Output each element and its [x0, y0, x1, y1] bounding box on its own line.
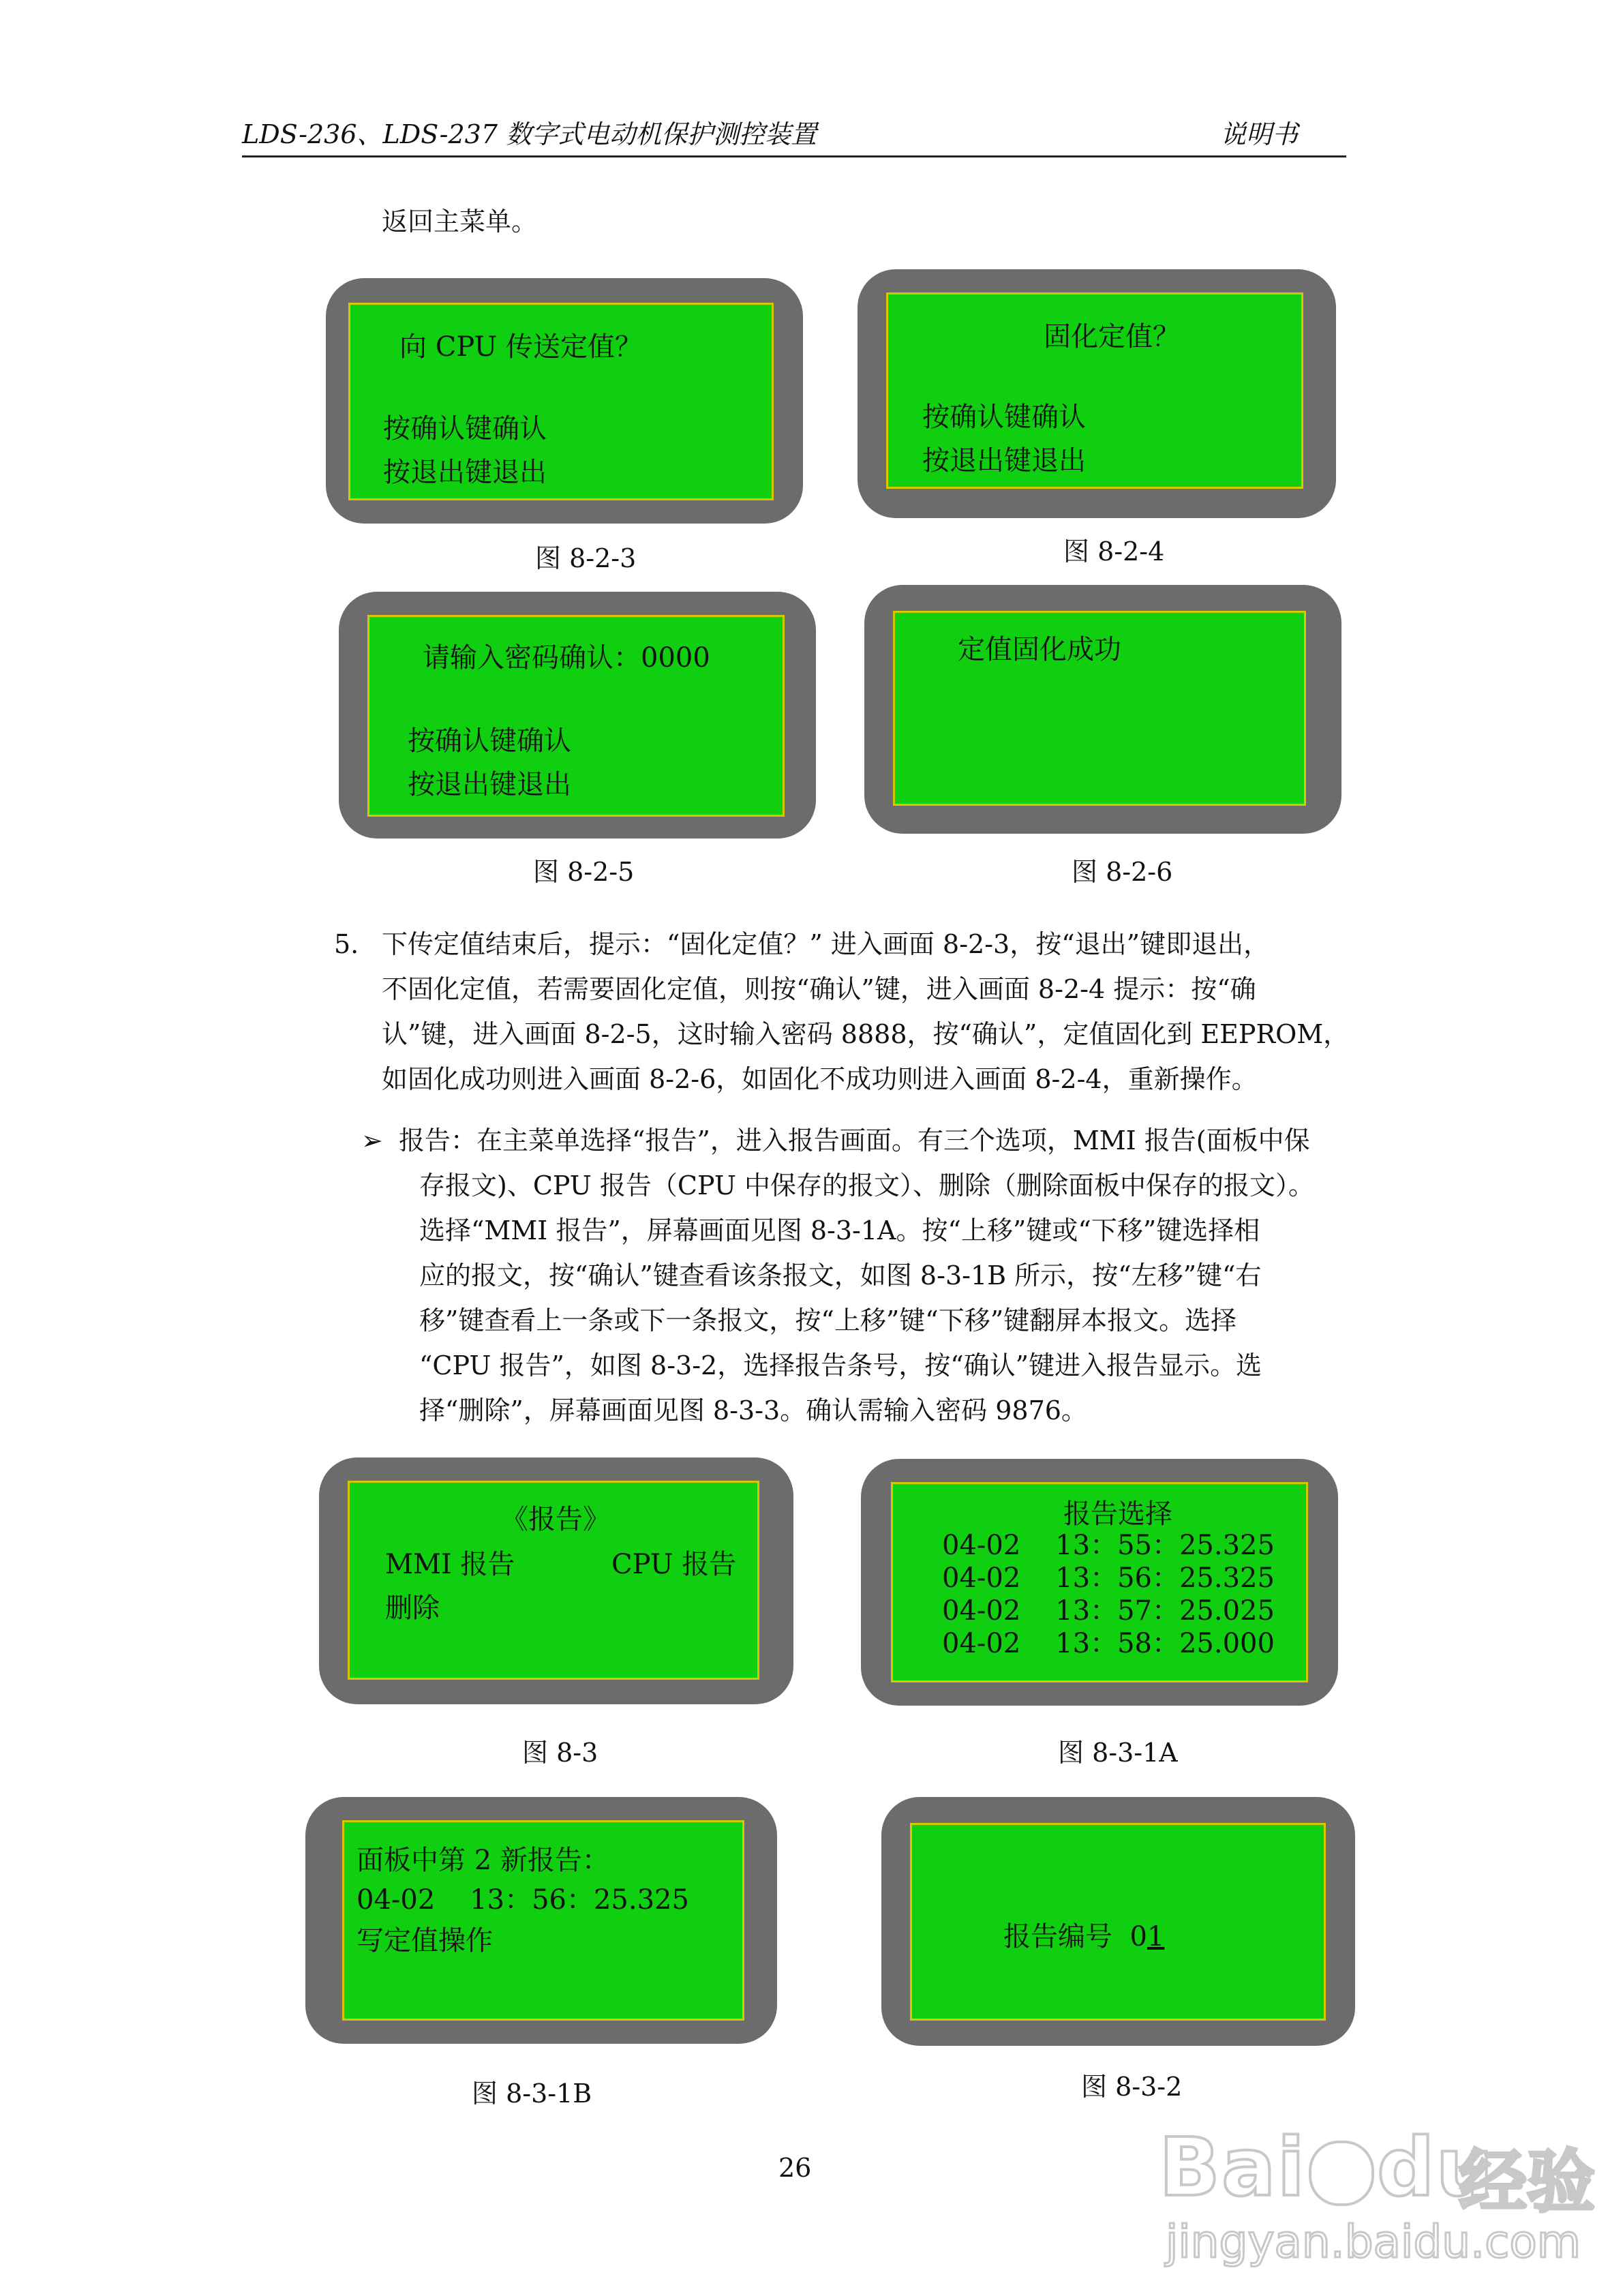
paragraph-line: “CPU 报告”，如图 8-3-2，选择报告条号，按“确认”键进入报告显示。选 [419, 1350, 1262, 1380]
report-number-row [1003, 1915, 1164, 1954]
menu-option-cpu-report: CPU 报告 [611, 1549, 737, 1580]
lcd-line-1: 固化定值？ [1044, 321, 1180, 352]
lcd-line-1: 向 CPU 传送定值？ [399, 331, 642, 363]
lcd-line-3: 按退出键退出 [922, 445, 1086, 477]
caption-8-2-5: 图 8-2-5 [533, 857, 635, 887]
lcd-line-3: 写定值操作 [357, 1925, 493, 1957]
paw-icon [1309, 2141, 1374, 2206]
lcd-line-1: 定值固化成功 [958, 634, 1121, 665]
paragraph-line: 存报文)、CPU 报告（CPU 中保存的报文）、删除（删除面板中保存的报文）。 [419, 1170, 1314, 1200]
watermark-url: jingyan.baidu.com [1166, 2216, 1581, 2268]
paragraph-line: 如固化成功则进入画面 8-2-6，如固化不成功则进入画面 8-2-4，重新操作。 [382, 1064, 1258, 1094]
watermark-brand: Bai du [1159, 2120, 1495, 2214]
page-number: 26 [778, 2153, 812, 2183]
lcd-display [891, 1482, 1308, 1682]
report-menu-title: 《报告》 [501, 1504, 610, 1535]
report-list-row: 04-02 13：56：25.325 [942, 1562, 1275, 1594]
watermark-chinese: 经验 [1459, 2142, 1595, 2222]
lcd-line-2: 04-02 13：56：25.325 [357, 1884, 689, 1916]
report-select-title: 报告选择 [1063, 1498, 1172, 1530]
paragraph-line: 报告：在主菜单选择“报告”，进入报告画面。有三个选项，MMI 报告(面板中保 [399, 1126, 1310, 1155]
lcd-display [886, 292, 1303, 489]
header-title: LDS-236、LDS-237 数字式电动机保护测控装置 [242, 119, 817, 149]
header-divider [242, 155, 1346, 157]
lcd-display [893, 611, 1306, 806]
lcd-display [367, 615, 785, 817]
lcd-line-3: 按退出键退出 [383, 457, 547, 488]
report-number-cursor: 1 [1147, 1921, 1165, 1952]
paragraph-line: 择“删除”，屏幕画面见图 8-3-3。确认需输入密码 9876。 [419, 1395, 1087, 1425]
baidu-jingyan-watermark [1159, 2086, 1595, 2284]
paragraph-line: 应的报文，按“确认”键查看该条报文，如图 8-3-1B 所示，按“左移”键“右 [419, 1260, 1262, 1290]
lcd-screen-8-3-1a [861, 1459, 1338, 1706]
lcd-screen-8-2-5 [339, 592, 816, 839]
lcd-display [342, 1820, 744, 2021]
caption-8-3-1a: 图 8-3-1A [1058, 1738, 1178, 1768]
paragraph-5 [382, 922, 1391, 1102]
report-list-row: 04-02 13：58：25.000 [942, 1628, 1275, 1659]
bullet-marker: ➢ [361, 1126, 383, 1155]
bullet-paragraph [399, 1118, 1387, 1433]
caption-8-3-2: 图 8-3-2 [1081, 2072, 1183, 2102]
lcd-line-3: 按退出键退出 [408, 769, 571, 800]
lcd-screen-8-2-3 [326, 278, 803, 524]
lcd-line-1: 面板中第 2 新报告： [357, 1845, 609, 1876]
paragraph-line: 移”键查看上一条或下一条报文，按“上移”键“下移”键翻屏本报文。选择 [419, 1305, 1237, 1335]
lcd-line-2: 按确认键确认 [408, 725, 571, 757]
lcd-line-2: 按确认键确认 [922, 402, 1086, 433]
paragraph-line: 选择“MMI 报告”，屏幕画面见图 8-3-1A。按“上移”键或“下移”键选择相 [419, 1215, 1260, 1245]
caption-8-2-3: 图 8-2-3 [535, 543, 637, 573]
paragraph-line: 不固化定值，若需要固化定值，则按“确认”键，进入画面 8-2-4 提示：按“确 [382, 974, 1256, 1004]
menu-option-mmi-report: MMI 报告 [385, 1549, 515, 1580]
report-number-value: 0 [1129, 1921, 1147, 1952]
menu-option-delete: 删除 [385, 1592, 440, 1624]
lcd-line-2: 按确认键确认 [383, 413, 547, 444]
paragraph-5-number: 5. [334, 929, 359, 959]
paragraph-line: 认”键，进入画面 8-2-5，这时输入密码 8888，按“确认”，定值固化到 EEPROM， [382, 1019, 1350, 1049]
lcd-screen-8-2-6 [864, 585, 1341, 834]
lcd-screen-8-3-1b [305, 1797, 777, 2044]
header-doc-type: 说明书 [1220, 119, 1299, 149]
paragraph-line: 下传定值结束后，提示：“固化定值？” 进入画面 8-2-3，按“退出”键即退出， [382, 929, 1270, 959]
report-list-row: 04-02 13：55：25.325 [942, 1530, 1275, 1561]
lcd-line-1: 请输入密码确认：0000 [423, 642, 710, 674]
caption-8-2-4: 图 8-2-4 [1063, 537, 1165, 567]
caption-8-3-1b: 图 8-3-1B [472, 2079, 592, 2109]
caption-8-2-6: 图 8-2-6 [1072, 857, 1173, 887]
lcd-display [348, 1481, 759, 1680]
report-list-row: 04-02 13：57：25.025 [942, 1595, 1275, 1627]
intro-text: 返回主菜单。 [382, 207, 538, 237]
report-number-label: 报告编号 [1003, 1921, 1112, 1952]
lcd-screen-8-3 [319, 1457, 793, 1704]
lcd-screen-8-3-2 [881, 1797, 1355, 2046]
lcd-screen-8-2-4 [858, 269, 1336, 518]
caption-8-3: 图 8-3 [522, 1738, 598, 1768]
lcd-display [348, 303, 774, 500]
lcd-display [910, 1823, 1326, 2021]
